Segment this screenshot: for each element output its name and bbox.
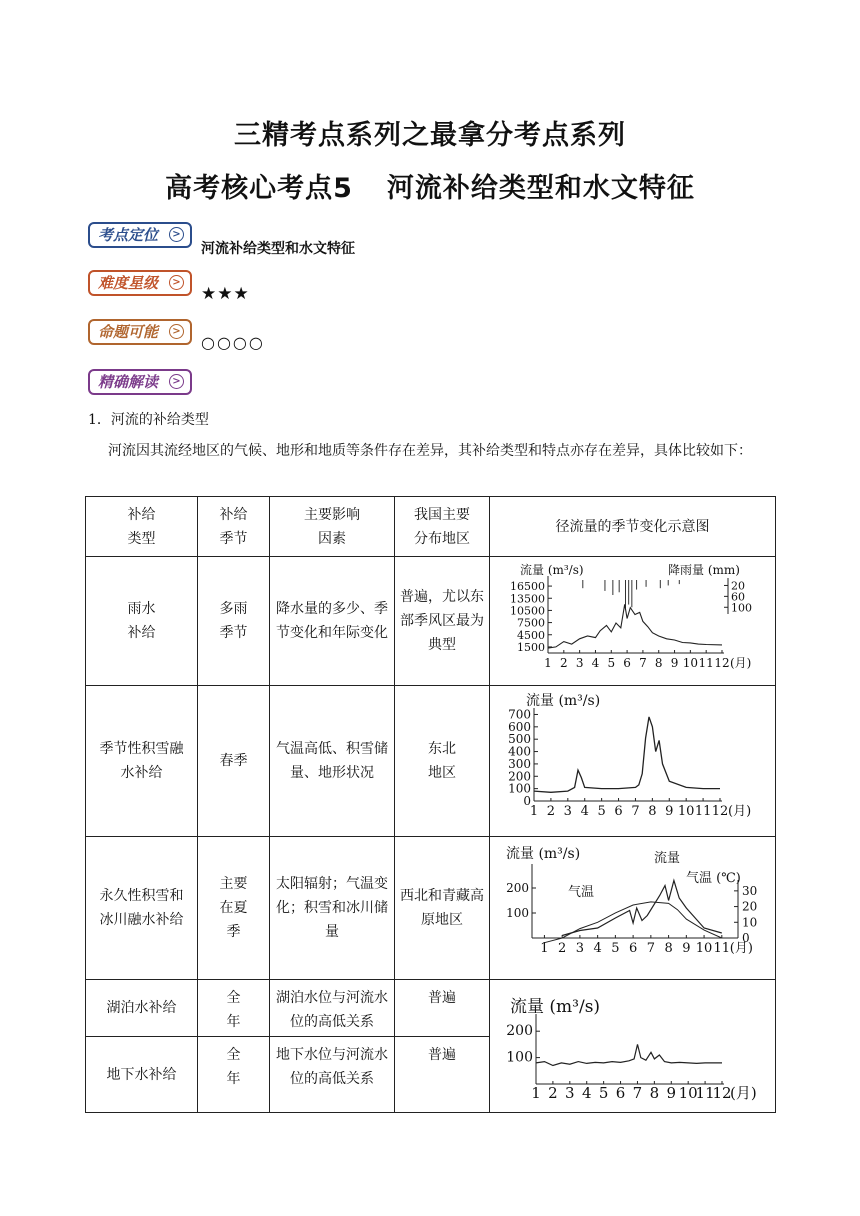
y-axis-label: 流量 (m³/s) <box>520 562 584 577</box>
cell-chart <box>490 557 776 686</box>
badge-value-topic: 河流补给类型和水文特征 <box>201 241 355 257</box>
y-tick-label: 500 <box>508 731 531 746</box>
x-tick-label: 4 <box>580 803 589 819</box>
x-tick-label: 7 <box>646 940 655 956</box>
y-tick-label: 700 <box>508 706 531 721</box>
x-tick-label: 2 <box>558 940 567 956</box>
x-tick-label: 8 <box>654 655 663 670</box>
x-tick-label: 12 <box>711 803 729 819</box>
annotation-discharge: 流量 <box>654 850 681 866</box>
y-tick-label: 200 <box>506 1023 533 1040</box>
y-axis-label: 流量 (m³/s) <box>526 692 601 709</box>
y-tick-label: 100 <box>506 1049 533 1066</box>
x-tick-label: 3 <box>565 1084 575 1102</box>
y-tick-label: 100 <box>508 781 531 796</box>
x-axis-unit: (月) <box>730 655 752 670</box>
x-tick-label: 7 <box>632 1084 643 1102</box>
chevron-right-circle-icon: > <box>169 275 184 290</box>
x-tick-label: 2 <box>546 803 556 819</box>
x-tick-label: 11 <box>698 655 714 670</box>
lake-groundwater-chart <box>490 980 774 1112</box>
chevron-right-circle-icon: > <box>169 227 184 242</box>
y-tick-label: 400 <box>508 744 531 759</box>
x-axis-unit: (月) <box>730 1084 757 1102</box>
x-tick-label: 6 <box>615 1084 626 1102</box>
x-tick-label: 8 <box>648 803 657 819</box>
discharge-line <box>534 716 720 791</box>
x-tick-label: 7 <box>639 655 647 670</box>
header-type: 补给 类型 <box>86 497 198 557</box>
x-tick-label: 2 <box>548 1084 558 1102</box>
x-tick-label: 12 <box>714 655 730 670</box>
cell-factors: 降水量的多少、季节变化和年际变化 <box>270 557 395 686</box>
y-tick-label: 200 <box>506 880 529 895</box>
y2-tick-label: 0 <box>742 930 750 945</box>
x-tick-label: 6 <box>628 940 638 956</box>
x-tick-label: 9 <box>666 1084 677 1102</box>
cell-season: 主要 在夏 季 <box>198 837 270 980</box>
y-tick-label: 13500 <box>510 591 545 605</box>
header-region: 我国主要 分布地区 <box>395 497 490 557</box>
x-tick-label: 4 <box>591 655 600 670</box>
seasonal-snowmelt-chart <box>490 687 774 836</box>
cell-factors: 地下水位与河流水位的高低关系 <box>270 1037 395 1113</box>
table-row <box>86 557 776 686</box>
badge-mingti-keneng: 命题可能 > <box>88 319 192 345</box>
cell-factors: 气温高低、积雪储量、地形状况 <box>270 686 395 837</box>
x-tick-label: 1 <box>531 1084 541 1102</box>
cell-region: 普遍 <box>395 1037 490 1113</box>
x-axis-unit: (月) <box>728 803 752 819</box>
y2-axis-label: 降雨量 (mm) <box>668 562 740 577</box>
x-tick-label: 8 <box>649 1084 660 1102</box>
badge-value-circles: ○○○○ <box>201 333 265 352</box>
x-tick-label: 11 <box>713 940 731 956</box>
cell-type: 地下水补给 <box>86 1037 198 1113</box>
badge-value-stars: ★★★ <box>201 284 250 304</box>
y2-tick-label: 30 <box>742 883 758 898</box>
x-tick-label: 12 <box>712 1084 732 1102</box>
cell-type: 湖泊水补给 <box>86 980 198 1037</box>
y-axis-label: 流量 (m³/s) <box>506 845 581 862</box>
river-supply-table <box>85 496 776 1113</box>
y-tick-label: 7500 <box>517 616 545 630</box>
glacier-melt-chart <box>490 838 774 979</box>
cell-type: 雨水 补给 <box>86 557 198 686</box>
x-tick-label: 6 <box>623 655 631 670</box>
cell-season: 春季 <box>198 686 270 837</box>
table-row <box>86 980 776 1037</box>
y-tick-label: 300 <box>508 756 531 771</box>
x-tick-label: 10 <box>678 1084 698 1102</box>
x-tick-label: 9 <box>665 803 674 819</box>
cell-chart <box>490 980 776 1113</box>
x-tick-label: 5 <box>611 940 620 956</box>
y2-tick-label: 20 <box>731 578 745 592</box>
x-tick-label: 5 <box>607 655 616 670</box>
cell-chart <box>490 686 776 837</box>
discharge-line <box>536 1044 722 1065</box>
x-tick-label: 10 <box>682 655 699 670</box>
y-axis-label: 流量 (m³/s) <box>510 997 601 1017</box>
discharge-line <box>548 604 722 648</box>
y-tick-label: 16500 <box>510 579 545 593</box>
x-tick-label: 5 <box>598 1084 609 1102</box>
header-season: 补给 季节 <box>198 497 270 557</box>
core-point-topic: 河流补给类型和水文特征 <box>386 173 695 204</box>
cell-season: 全 年 <box>198 1037 270 1113</box>
header-chart: 径流量的季节变化示意图 <box>490 497 776 557</box>
x-tick-label: 9 <box>682 940 691 956</box>
x-tick-label: 5 <box>597 803 606 819</box>
annotation-temperature: 气温 <box>568 884 595 900</box>
y-tick-label: 0 <box>523 793 531 808</box>
y2-axis-label: 气温 (℃) <box>686 870 741 886</box>
x-tick-label: 3 <box>575 655 584 670</box>
cell-factors: 湖泊水位与河流水位的高低关系 <box>270 980 395 1037</box>
header-factors: 主要影响 因素 <box>270 497 395 557</box>
x-tick-label: 8 <box>664 940 673 956</box>
x-tick-label: 6 <box>614 803 623 819</box>
page-title-line1: 三精考点系列之最拿分考点系列 <box>234 120 626 151</box>
y-tick-label: 1500 <box>517 640 545 654</box>
y-tick-label: 4500 <box>517 628 545 642</box>
y2-tick-label: 10 <box>742 914 758 929</box>
badge-jingque-jiedu: 精确解读 > <box>88 369 192 395</box>
x-tick-label: 1 <box>540 940 549 956</box>
x-tick-label: 4 <box>593 940 602 956</box>
cell-season: 全 年 <box>198 980 270 1037</box>
chevron-right-circle-icon: > <box>169 324 184 339</box>
y-tick-label: 200 <box>508 768 531 783</box>
x-tick-label: 1 <box>544 655 552 670</box>
cell-region: 西北和青藏高原地区 <box>395 837 490 980</box>
y2-tick-label: 100 <box>731 600 752 614</box>
badge-nandu-xingji: 难度星级 > <box>88 270 192 296</box>
cell-type: 永久性积雪和 冰川融水补给 <box>86 837 198 980</box>
core-point-label: 高考核心考点5 <box>165 173 353 204</box>
badge-kaodian-dingwei: 考点定位 > <box>88 222 192 248</box>
x-tick-label: 3 <box>563 803 572 819</box>
rain-supply-chart <box>490 558 774 685</box>
x-tick-label: 10 <box>695 940 713 956</box>
x-tick-label: 9 <box>670 655 679 670</box>
cell-region: 普遍 <box>395 980 490 1037</box>
x-axis-unit: (月) <box>729 940 753 956</box>
y2-tick-label: 60 <box>731 589 745 603</box>
x-tick-label: 3 <box>575 940 585 956</box>
table-row <box>86 686 776 837</box>
x-tick-label: 10 <box>677 803 695 819</box>
table-row <box>86 837 776 980</box>
cell-type: 季节性积雪融 水补给 <box>86 686 198 837</box>
cell-chart <box>490 837 776 980</box>
x-tick-label: 2 <box>559 655 568 670</box>
x-tick-label: 1 <box>529 803 539 819</box>
y-tick-label: 10500 <box>510 603 545 617</box>
page-title-line2 <box>0 166 860 205</box>
x-tick-label: 4 <box>581 1084 592 1102</box>
section-heading: 1．河流的补给类型 <box>88 412 209 428</box>
y-tick-label: 600 <box>508 719 531 734</box>
cell-region: 普遍，尤以东部季风区最为典型 <box>395 557 490 686</box>
y-tick-label: 100 <box>506 905 529 920</box>
x-tick-label: 11 <box>694 803 712 819</box>
section-intro: 河流因其流经地区的气候、地形和地质等条件存在差异，其补给类型和特点亦存在差异，具体比较如下： <box>108 443 752 459</box>
x-tick-label: 7 <box>631 803 640 819</box>
y2-tick-label: 20 <box>742 899 758 914</box>
table-header-row <box>86 497 776 557</box>
x-tick-label: 11 <box>695 1084 715 1102</box>
cell-season: 多雨 季节 <box>198 557 270 686</box>
cell-region: 东北 地区 <box>395 686 490 837</box>
cell-factors: 太阳辐射；气温变化；积雪和冰川储量 <box>270 837 395 980</box>
chevron-right-circle-icon: > <box>169 374 184 389</box>
